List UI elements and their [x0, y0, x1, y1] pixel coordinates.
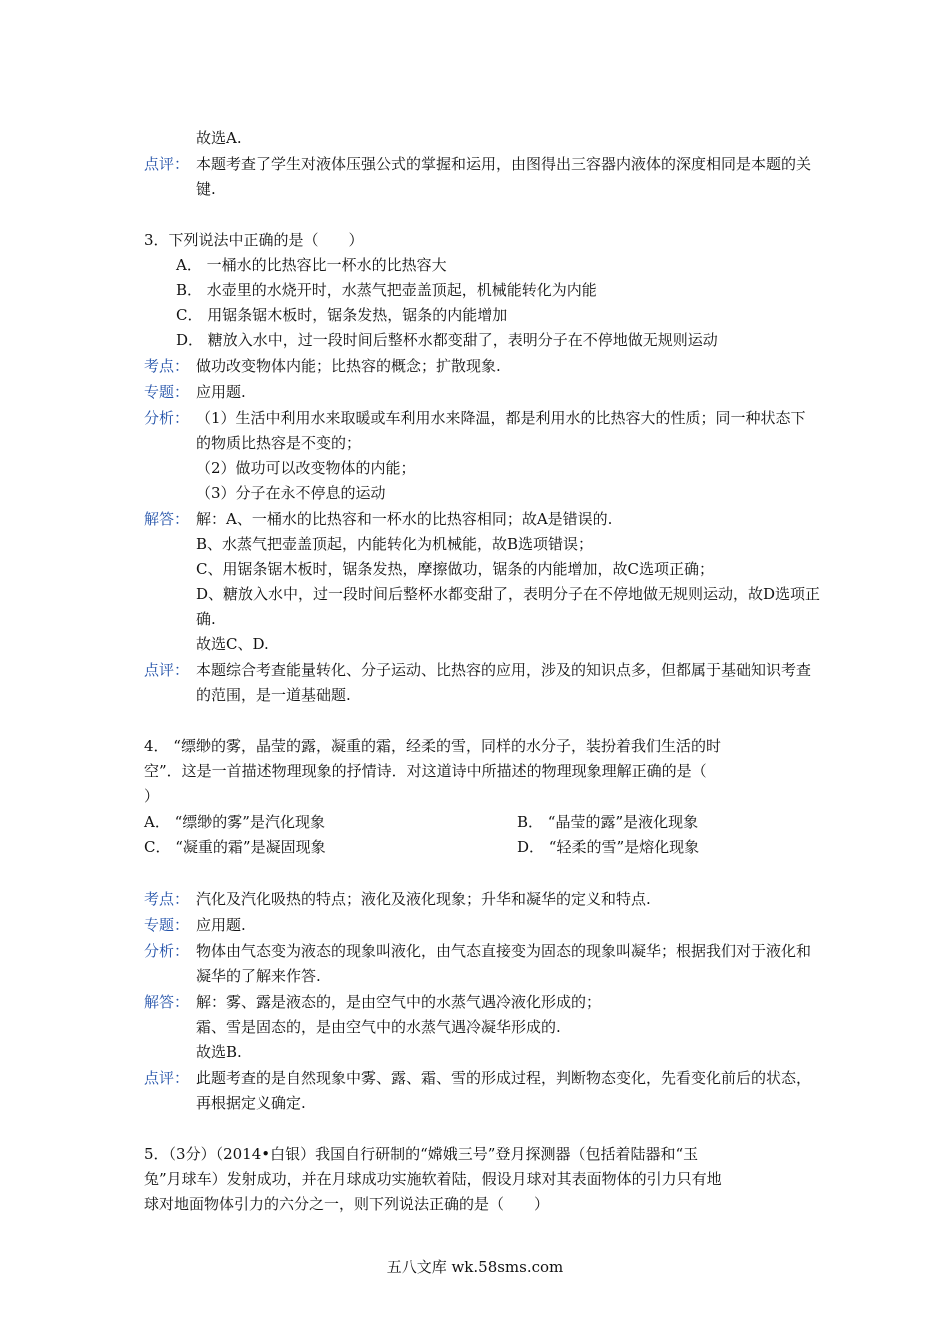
kaodian-text: 做功改变物体内能；比热容的概念；扩散现象. — [196, 357, 501, 375]
fenxi-text: （1）生活中利用水来取暖或车利用水来降温，都是利用水的比热容大的性质；同一种状态下 — [196, 409, 806, 427]
dianping-text: 再根据定义确定. — [196, 1094, 306, 1112]
option-d: D． “轻柔的雪”是熔化现象 — [517, 838, 700, 856]
zhuanti-text: 应用题. — [196, 383, 246, 401]
comment-text: 键. — [196, 180, 216, 198]
fenxi-label: 分析： — [144, 409, 190, 427]
dianping-text: 此题考查的是自然现象中雾、露、霜、雪的形成过程，判断物态变化，先看变化前后的状态， — [196, 1069, 812, 1087]
zhuanti-label: 专题： — [144, 916, 190, 934]
fenxi-text: （2）做功可以改变物体的内能； — [196, 459, 416, 477]
option-c: C． 用锯条锯木板时，锯条发热，锯条的内能增加 — [176, 306, 508, 324]
option-a: A． 一桶水的比热容比一杯水的比热容大 — [176, 256, 447, 274]
jieda-text: 解：雾、露是液态的，是由空气中的水蒸气遇冷液化形成的； — [196, 993, 602, 1011]
jieda-text: 解：A、一桶水的比热容和一杯水的比热容相同；故A是错误的. — [196, 510, 613, 528]
dianping-text: 本题综合考查能量转化、分子运动、比热容的应用，涉及的知识点多，但都属于基础知识考查 — [196, 661, 812, 679]
dianping-label: 点评： — [144, 661, 190, 679]
question-4-stem: 空”．这是一首描述物理现象的抒情诗．对这道诗中所描述的物理现象理解正确的是（ — [144, 762, 707, 780]
jieda-text: C、用锯条锯木板时，锯条发热，摩擦做功，锯条的内能增加，故C选项正确； — [196, 560, 714, 578]
option-a: A． “缥缈的雾”是汽化现象 — [144, 813, 325, 831]
fenxi-text: （3）分子在永不停息的运动 — [196, 484, 386, 502]
jieda-text: 故选B. — [196, 1043, 242, 1061]
question-5-stem: 球对地面物体引力的六分之一，则下列说法正确的是（ ） — [144, 1195, 550, 1213]
answer-line: 故选A. — [196, 129, 242, 147]
question-4-stem: 4． “缥缈的雾，晶莹的露，凝重的霜，经柔的雪，同样的水分子，装扮着我们生活的时 — [144, 737, 721, 755]
comment-label: 点评： — [144, 155, 190, 173]
question-3-stem: 3．下列说法中正确的是（ ） — [144, 231, 364, 249]
zhuanti-label: 专题： — [144, 383, 190, 401]
fenxi-text: 凝华的了解来作答. — [196, 967, 321, 985]
option-b: B． 水壶里的水烧开时，水蒸气把壶盖顶起，机械能转化为内能 — [176, 281, 597, 299]
question-5-stem: 兔”月球车）发射成功，并在月球成功实施软着陆，假设月球对其表面物体的引力只有地 — [144, 1170, 722, 1188]
footer-watermark: 五八文库 wk.58sms.com — [386, 1258, 564, 1276]
jieda-text: 霜、雪是固态的，是由空气中的水蒸气遇冷凝华形成的. — [196, 1018, 561, 1036]
jieda-text: B、水蒸气把壶盖顶起，内能转化为机械能，故B选项错误； — [196, 535, 594, 553]
option-d: D． 糖放入水中，过一段时间后整杯水都变甜了，表明分子在不停地做无规则运动 — [176, 331, 718, 349]
kaodian-text: 汽化及汽化吸热的特点；液化及液化现象；升华和凝华的定义和特点. — [196, 890, 651, 908]
kaodian-label: 考点： — [144, 357, 190, 375]
jieda-text: 故选C、D. — [196, 635, 269, 653]
comment-text: 本题考查了学生对液体压强公式的掌握和运用，由图得出三容器内液体的深度相同是本题的关 — [196, 155, 812, 173]
jieda-label: 解答： — [144, 510, 190, 528]
question-4-stem: ） — [144, 787, 160, 805]
dianping-label: 点评： — [144, 1069, 190, 1087]
jieda-text: D、糖放入水中，过一段时间后整杯水都变甜了，表明分子在不停地做无规则运动，故D选项正 — [196, 585, 821, 603]
zhuanti-text: 应用题. — [196, 916, 246, 934]
kaodian-label: 考点： — [144, 890, 190, 908]
fenxi-label: 分析： — [144, 942, 190, 960]
fenxi-text: 物体由气态变为液态的现象叫液化，由气态直接变为固态的现象叫凝华；根据我们对于液化和 — [196, 942, 812, 960]
option-b: B． “晶莹的露”是液化现象 — [517, 813, 699, 831]
option-c: C． “凝重的霜”是凝固现象 — [144, 838, 326, 856]
fenxi-text: 的物质比热容是不变的； — [196, 434, 362, 452]
dianping-text: 的范围，是一道基础题. — [196, 686, 351, 704]
jieda-label: 解答： — [144, 993, 190, 1011]
question-5-stem: 5．（3分）（2014•白银）我国自行研制的“嫦娥三号”登月探测器（包括着陆器和“玉 — [144, 1145, 699, 1163]
jieda-text: 确. — [196, 610, 216, 628]
